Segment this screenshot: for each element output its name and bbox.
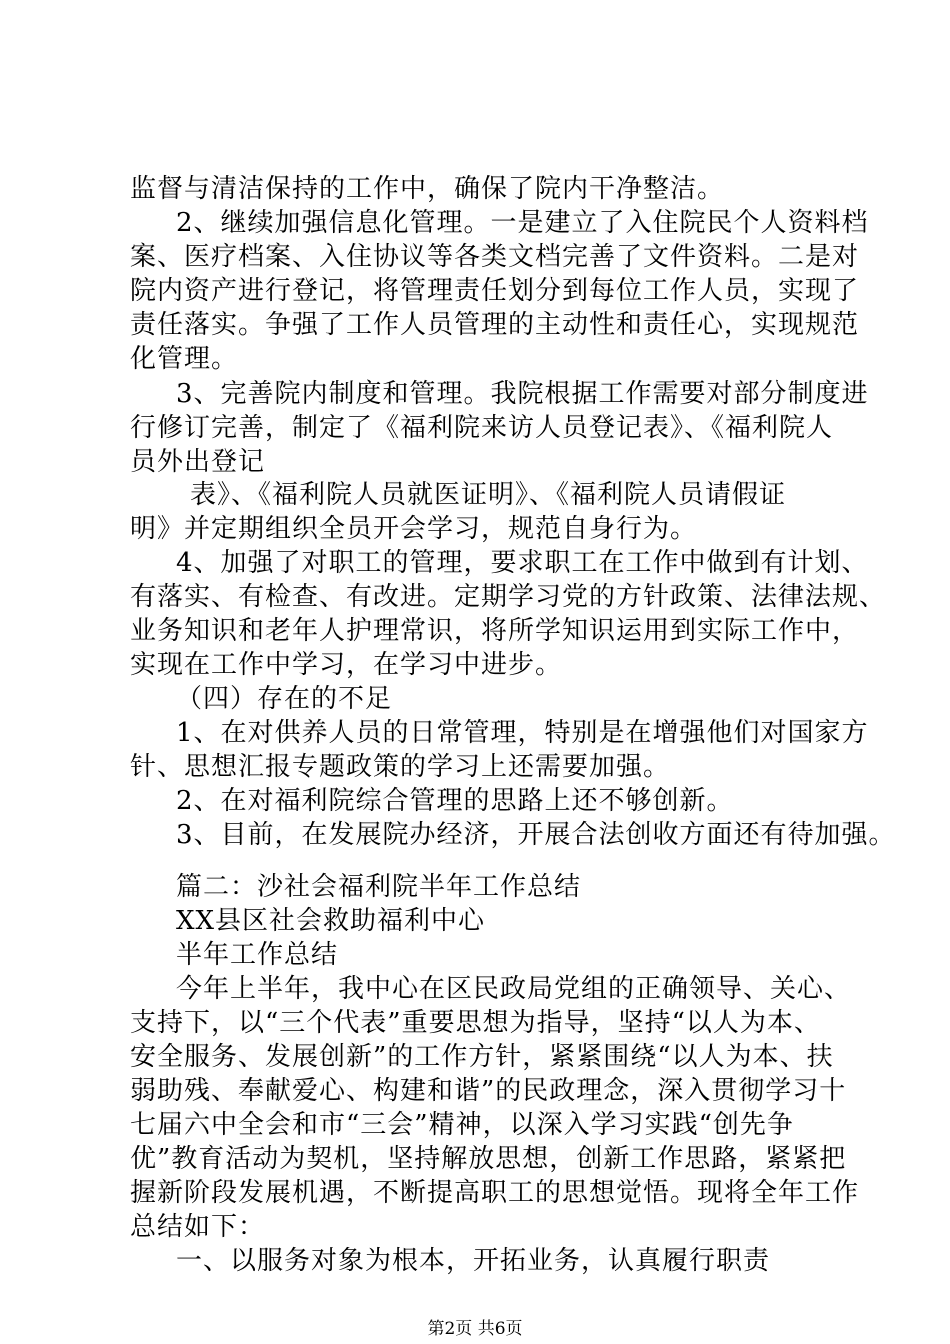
text-line: 针、思想汇报专题政策的学习上还需要加强。 [130, 752, 671, 782]
text-line: 员外出登记 [130, 447, 266, 477]
text-line: 院内资产进行登记，将管理责任划分到每位工作人员，实现了 [130, 276, 860, 306]
text-line: 化管理。 [130, 344, 239, 374]
text-line: 2、在对福利院综合管理的思路上还不够创新。 [176, 786, 734, 816]
section-heading: （四）存在的不足 [176, 684, 393, 714]
text-line: 监督与清洁保持的工作中，确保了院内干净整洁。 [130, 174, 725, 204]
chapter-title: 篇二：沙社会福利院半年工作总结 [176, 872, 582, 902]
text-line: 支持下，以“三个代表”重要思想为指导，坚持“以人为本、 [130, 1008, 821, 1038]
text-line: 总结如下： [130, 1212, 266, 1242]
text-line: 表》、《福利院人员就医证明》、《福利院人员请假证 [190, 480, 787, 510]
text-line: 实现在工作中学习，在学习中进步。 [130, 650, 563, 680]
text-line: 明》并定期组织全员开会学习，规范自身行为。 [130, 514, 698, 544]
text-line: 有落实、有检查、有改进。定期学习党的方针政策、法律法规、 [130, 582, 887, 612]
report-title: 半年工作总结 [176, 940, 339, 970]
organization-name: XX县区社会救助福利中心 [176, 906, 486, 936]
text-line: 握新阶段发展机遇，不断提高职工的思想觉悟。现将全年工作 [130, 1178, 860, 1208]
text-line: 七届六中全会和市“三会”精神，以深入学习实践“创先争 [130, 1110, 794, 1140]
text-line: 业务知识和老年人护理常识，将所学知识运用到实际工作中， [130, 616, 860, 646]
text-line: 行修订完善，制定了《福利院来访人员登记表》、《福利院人 [130, 413, 834, 443]
page-number: 第2页 共6页 [427, 1319, 523, 1339]
text-line: 3、完善院内制度和管理。我院根据工作需要对部分制度进 [176, 379, 869, 409]
text-line: 责任落实。争强了工作人员管理的主动性和责任心，实现规范 [130, 310, 860, 340]
text-line: 案、医疗档案、入住协议等各类文档完善了文件资料。二是对 [130, 242, 860, 272]
text-line: 2、继续加强信息化管理。一是建立了入住院民个人资料档 [176, 208, 869, 238]
text-line: 今年上半年，我中心在区民政局党组的正确领导、关心、 [176, 974, 852, 1004]
text-line: 3、目前，在发展院办经济，开展合法创收方面还有待加强。 [176, 820, 896, 850]
text-line: 优”教育活动为契机，坚持解放思想，创新工作思路，紧紧把 [130, 1144, 847, 1174]
text-line: 1、在对供养人员的日常管理，特别是在增强他们对国家方 [176, 718, 869, 748]
text-line: 4、加强了对职工的管理，要求职工在工作中做到有计划、 [176, 548, 869, 578]
text-line: 安全服务、发展创新”的工作方针，紧紧围绕“以人为本、扶 [130, 1042, 834, 1072]
text-line: 弱助残、奉献爱心、构建和谐”的民政理念，深入贯彻学习十 [130, 1076, 847, 1106]
section-heading: 一、以服务对象为根本，开拓业务，认真履行职责 [176, 1246, 771, 1276]
